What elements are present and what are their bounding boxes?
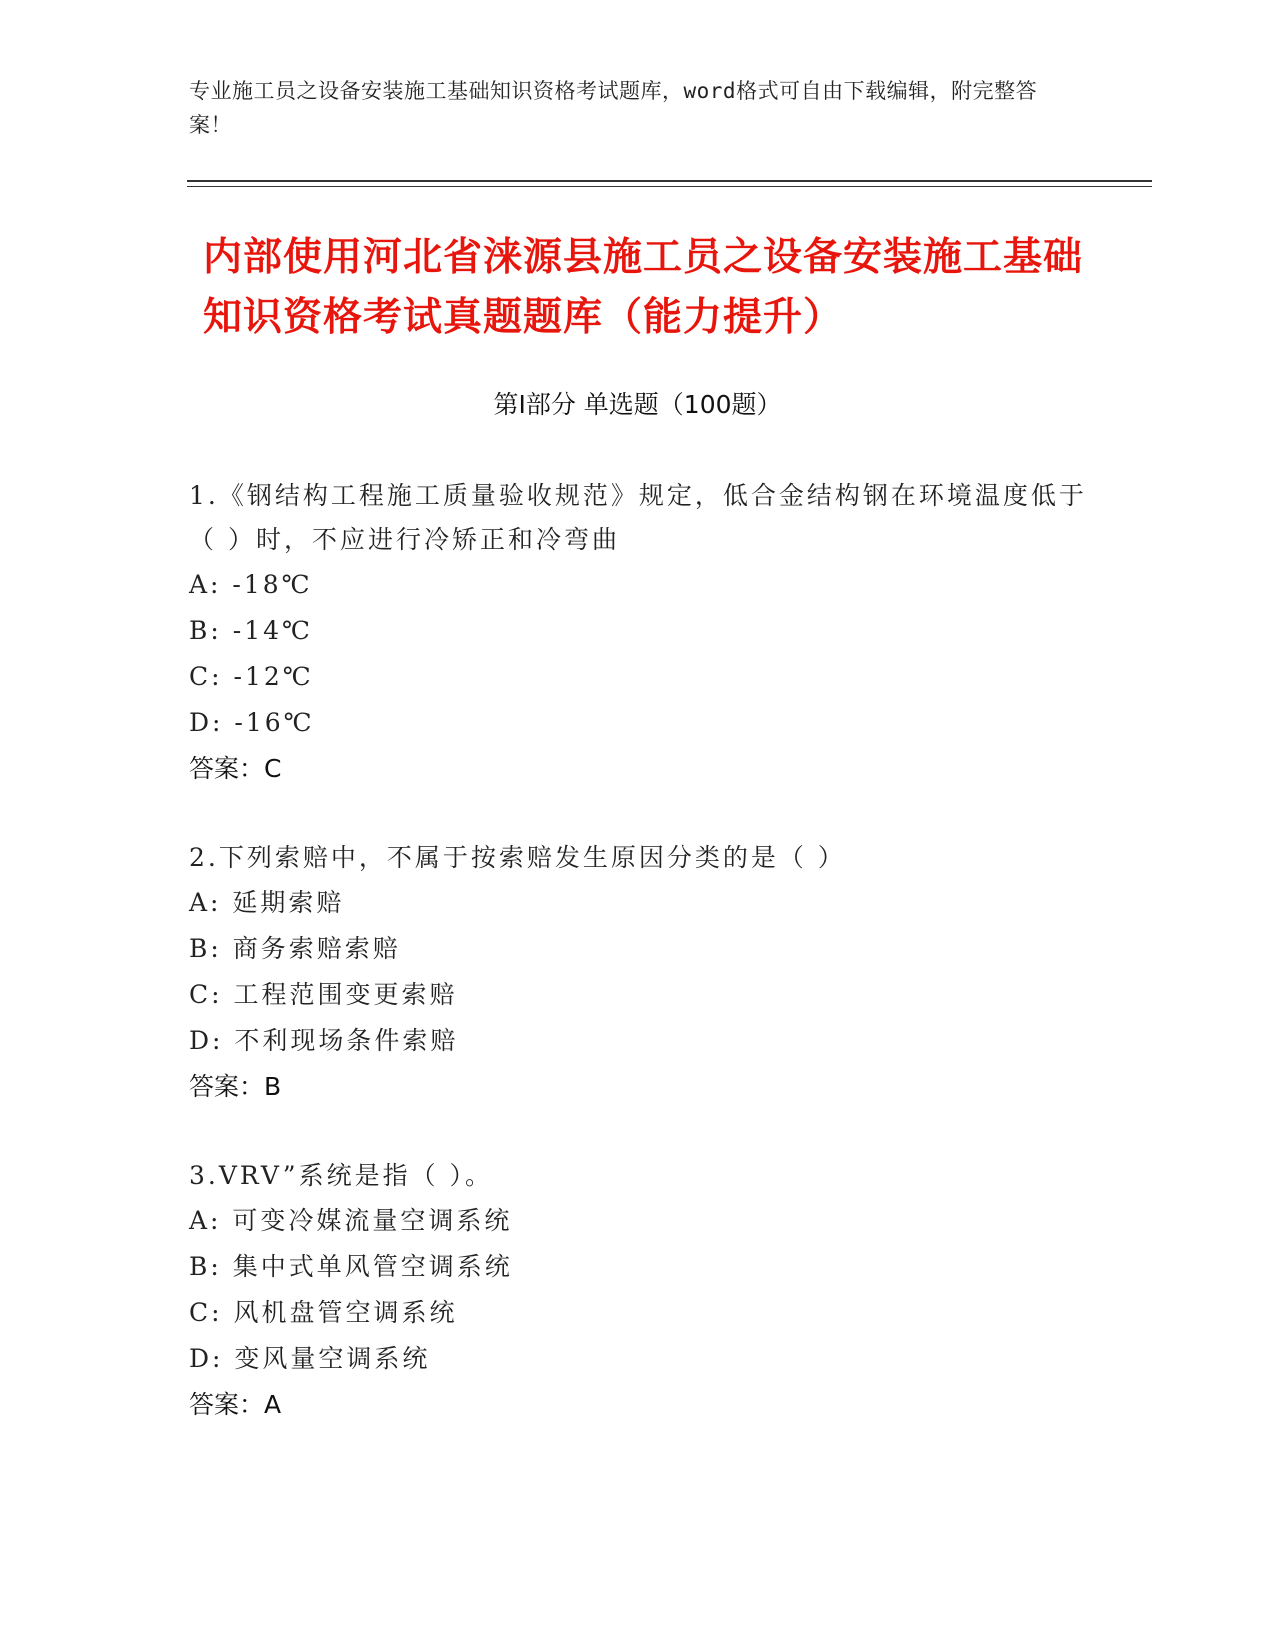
option-b: B: 集中式单风管空调系统: [189, 1252, 513, 1281]
answer-line: 答案：B: [189, 1072, 282, 1101]
answer-line: 答案：A: [189, 1390, 282, 1419]
option-b: B: -14℃: [189, 616, 313, 645]
question-3: [189, 1154, 1089, 1428]
option-a: A: -18℃: [189, 570, 313, 599]
section-heading: 第Ⅰ部分 单选题（100题）: [493, 390, 782, 419]
header-note: 专业施工员之设备安装施工基础知识资格考试题库，word格式可自由下载编辑，附完整答案！: [189, 79, 1038, 137]
option-a: A: 可变冷媒流量空调系统: [189, 1206, 513, 1235]
question-2: [189, 836, 1089, 1110]
header-divider-thin: [187, 186, 1152, 187]
question-1: [189, 474, 1089, 792]
question-stem: 1.《钢结构工程施工质量验收规范》规定，低合金结构钢在环境温度低于（ ）时，不应进行冷矫正和冷弯曲: [189, 481, 1087, 554]
option-c: C: 风机盘管空调系统: [189, 1298, 458, 1327]
answer-line: 答案：C: [189, 754, 282, 783]
option-d: D: 不利现场条件索赔: [189, 1026, 459, 1055]
option-a: A: 延期索赔: [189, 888, 345, 917]
document-title: 内部使用河北省涞源县施工员之设备安装施工基础知识资格考试真题题库（能力提升）: [203, 235, 1084, 340]
option-c: C: -12℃: [189, 662, 314, 691]
question-stem: 3.VRV”系统是指（ ）。: [189, 1161, 494, 1190]
question-stem: 2.下列索赔中，不属于按索赔发生原因分类的是（ ）: [189, 843, 846, 872]
header-divider-thick: [187, 180, 1152, 182]
option-b: B: 商务索赔索赔: [189, 934, 401, 963]
option-d: D: -16℃: [189, 708, 315, 737]
option-d: D: 变风量空调系统: [189, 1344, 431, 1373]
option-c: C: 工程范围变更索赔: [189, 980, 458, 1009]
